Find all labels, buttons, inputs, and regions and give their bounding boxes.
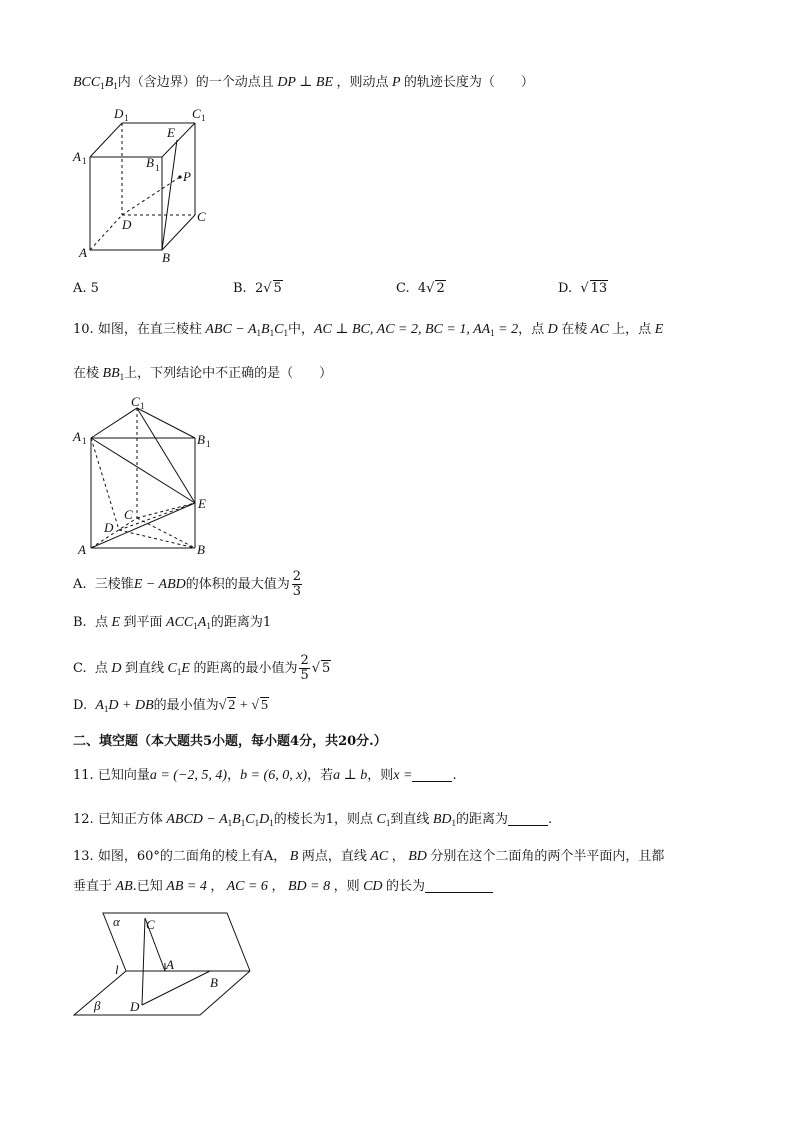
- label-alpha: α: [113, 914, 120, 929]
- svg-text:1: 1: [82, 436, 87, 446]
- label-e: E: [198, 496, 206, 511]
- math-p: P: [388, 75, 404, 90]
- q9-stem-line: [73, 73, 534, 96]
- q9-option-d: D. √ 13: [558, 281, 608, 296]
- label-d: D: [122, 217, 132, 232]
- label-d: D: [104, 520, 114, 535]
- q9-option-a: A. 5: [73, 281, 99, 296]
- label-a1: A: [73, 149, 81, 164]
- svg-text:1: 1: [206, 439, 211, 449]
- q9-stem-end2: 的轨迹长度为（ ）: [403, 75, 534, 90]
- label-c1: C: [131, 394, 140, 409]
- svg-text:1: 1: [82, 156, 87, 166]
- q9-option-c: C. 4√ 2: [396, 281, 445, 296]
- dihedral-figure: [70, 905, 260, 1020]
- q13-line1: 13. 如图，60°的二面角的棱上有A， B 两点，直线 AC ， BD 分别在这个二面角的两个半平面内，且都: [73, 849, 665, 864]
- label-b: B: [210, 975, 218, 990]
- q9-stem-text: 内（含边界）的一个动点且: [117, 75, 274, 90]
- cube-figure: [70, 105, 220, 265]
- q10-option-a: A. 三棱锥E − ABD的体积的最大值为 $\frac{2}{3}$: [73, 569, 302, 599]
- label-e: E: [167, 125, 175, 140]
- label-l: l: [115, 962, 119, 977]
- label-b1: B: [197, 432, 205, 447]
- answer-blank[interactable]: [508, 811, 548, 826]
- label-c: C: [197, 209, 206, 224]
- label-p: P: [183, 169, 191, 184]
- answer-blank[interactable]: [425, 878, 493, 893]
- label-b1: B: [146, 155, 154, 170]
- label-c: C: [146, 917, 155, 932]
- label-a: A: [78, 542, 86, 557]
- label-d: D: [130, 999, 140, 1014]
- label-beta: β: [94, 998, 101, 1013]
- svg-text:1: 1: [201, 113, 206, 123]
- q9-stem-end: ，则动点: [336, 75, 389, 90]
- label-a: A: [79, 245, 87, 260]
- label-b: B: [162, 250, 170, 265]
- q10-stem-line2: 在棱 $BB_1$上，下列结论中不正确的是（ ）: [73, 366, 333, 382]
- q10-option-d: D. $A_1D$ + DB的最小值为√ 2 + √ 5: [73, 698, 268, 714]
- q10-option-b: B. 点 E 到平面 $ACC_1A_1$的距离为1: [73, 615, 272, 631]
- answer-blank[interactable]: [412, 767, 452, 782]
- q10-stem-line1: 10. 如图，在直三棱柱 ABC − $A_1B_1C_1$中，AC ⊥ BC, AC = 2, BC = 1, $AA_1 = 2$，点 D 在棱 AC 上，点 E: [73, 322, 664, 338]
- svg-text:1: 1: [124, 113, 129, 123]
- q12-line: 12. 已知正方体 ABCD − $A_1B_1C_1D_1$的棱长为1，则点 $C_1$到直线 $BD_1$的距离为 .: [73, 812, 553, 828]
- section2-heading: 二、填空题（本大题共5小题，每小题4分，共20分.）: [73, 734, 387, 749]
- math-bcc1b1: $BCC_1B_1$: [73, 75, 118, 91]
- math-dp-perp-be: DP ⊥ BE: [273, 75, 337, 90]
- label-b: B: [197, 542, 205, 557]
- label-c: C: [124, 507, 133, 522]
- q9-option-b: B. 2√ 5: [233, 281, 282, 296]
- label-a1: A: [73, 429, 81, 444]
- q10-option-c: C. 点 D 到直线 $C_1E$ 的距离的最小值为 $\frac{2}{5}$ √ 5: [73, 653, 331, 683]
- q11-line: 11. 已知向量a = (−2, 5, 4)，b = (6, 0, x)，若a ⊥ b，则x = .: [73, 768, 457, 783]
- label-d1: D: [114, 106, 124, 121]
- label-a: A: [166, 957, 174, 972]
- svg-text:1: 1: [140, 401, 145, 411]
- svg-text:1: 1: [155, 163, 160, 173]
- prism-figure: [70, 393, 220, 558]
- label-c1: C: [192, 106, 201, 121]
- q13-line2: 垂直于 AB.已知 AB = 4 ， AC = 6 ， BD = 8 ，则 CD 的长为: [73, 877, 493, 897]
